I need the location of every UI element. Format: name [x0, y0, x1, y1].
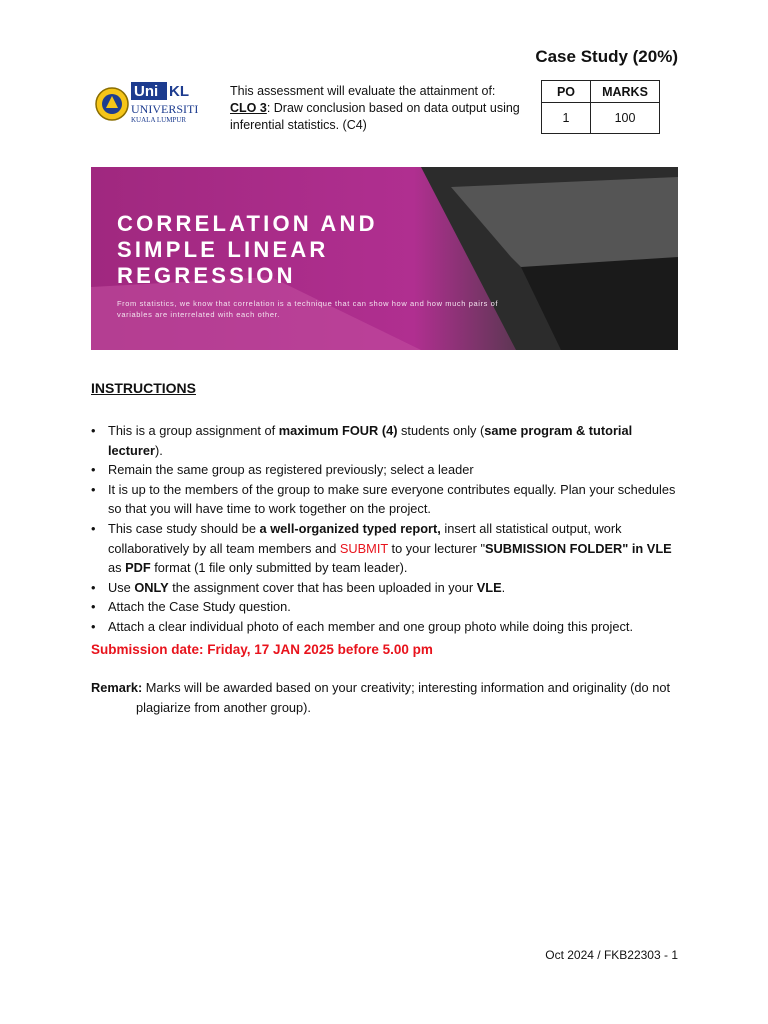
remark-label: Remark:: [91, 680, 143, 695]
svg-text:Uni: Uni: [134, 83, 159, 100]
list-item: • Attach the Case Study question.: [91, 597, 681, 617]
svg-text:KL: KL: [169, 83, 189, 100]
topic-banner: [91, 167, 678, 350]
svg-text:UNIVERSITI: UNIVERSITI: [131, 102, 199, 116]
clo-label: CLO 3: [230, 101, 267, 115]
instructions-heading: INSTRUCTIONS: [91, 380, 196, 396]
unikl-logo: [94, 78, 214, 130]
university-crest-icon: [96, 88, 128, 120]
list-item: • Remain the same group as registered previously; select a leader: [91, 460, 681, 480]
instructions-list: [91, 421, 681, 637]
banner-subtitle: From statistics, we know that correlation is a technique that can show how and how much pairs of variables are interrelated with each other.: [117, 299, 499, 319]
list-item: • It is up to the members of the group to make sure everyone contributes equally. Plan your schedules so that you will have time to work together on the project.: [91, 480, 681, 519]
submission-date: Submission date: Friday, 17 JAN 2025 before 5.00 pm: [91, 642, 433, 657]
po-value: 1: [542, 103, 591, 134]
clo-text: : Draw conclusion based on data output using inferential statistics. (C4): [230, 101, 520, 132]
remark: Remark: Marks will be awarded based on your creativity; interesting information and originality (do not plagiarize from another group).: [91, 680, 670, 715]
marks-value: 100: [591, 103, 660, 134]
assessment-info: [230, 83, 520, 134]
marks-header: MARKS: [591, 81, 660, 103]
list-item: • This is a group assignment of maximum FOUR (4) students only (same program & tutorial lecturer).: [91, 421, 681, 460]
list-item: • Attach a clear individual photo of each member and one group photo while doing this project.: [91, 617, 681, 637]
list-item: • Use ONLY the assignment cover that has been uploaded in your VLE.: [91, 578, 681, 598]
po-header: PO: [542, 81, 591, 103]
list-item: • This case study should be a well-organized typed report, insert all statistical output, work collaboratively by all team members and SUBMIT to your lecturer "SUBMISSION FOLDER" in VLE as PDF format (1 file only submitted by team leader).: [91, 519, 681, 578]
banner-title: CORRELATION AND SIMPLE LINEAR REGRESSION: [117, 211, 378, 288]
page-footer: Oct 2024 / FKB22303 - 1: [545, 948, 678, 962]
assessment-intro: This assessment will evaluate the attainment of:: [230, 84, 496, 98]
po-marks-table: [541, 80, 660, 134]
svg-text:KUALA LUMPUR: KUALA LUMPUR: [131, 116, 187, 124]
case-study-title: Case Study (20%): [535, 47, 678, 66]
